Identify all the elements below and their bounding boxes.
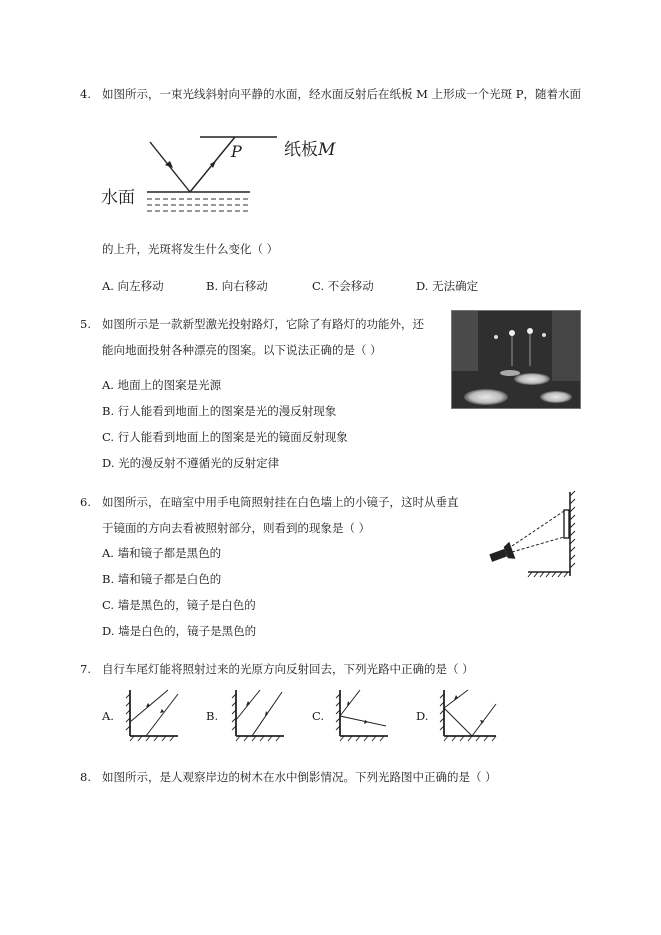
q7-number: 7. <box>80 662 91 676</box>
q7-option-c-label[interactable]: C. <box>312 709 325 723</box>
q4-option-c[interactable]: C. 不会移动 <box>312 279 374 293</box>
q5-option-b[interactable]: B. 行人能看到地面上的图案是光的漫反射现象 <box>102 404 337 418</box>
q7-option-b-diagram[interactable] <box>230 686 288 744</box>
q6-option-d[interactable]: D. 墙是白色的，镜子是黑色的 <box>102 624 257 638</box>
q6-number: 6. <box>80 495 91 509</box>
q8-number: 8. <box>80 770 91 784</box>
q7-option-b-label[interactable]: B. <box>206 709 219 723</box>
q6-option-a[interactable]: A. 墙和镜子都是黑色的 <box>102 546 222 560</box>
q5-option-c[interactable]: C. 行人能看到地面上的图案是光的镜面反射现象 <box>102 430 348 444</box>
q6-stem-line2: 于镜面的方向去看被照射部分，则看到的现象是（ ） <box>102 521 371 535</box>
q4-option-d[interactable]: D. 无法确定 <box>416 279 479 293</box>
q6-stem-line1: 如图所示，在暗室中用手电筒照射挂在白色墙上的小镜子，这时从垂直 <box>102 495 459 509</box>
q5-number: 5. <box>80 317 91 331</box>
q5-option-a[interactable]: A. 地面上的图案是光源 <box>102 378 222 392</box>
q5-stem-line1: 如图所示是一款新型激光投射路灯，它除了有路灯的功能外，还 <box>102 317 424 331</box>
q7-option-a-label[interactable]: A. <box>102 709 114 723</box>
q4-spot-label: P <box>231 142 242 161</box>
q4-stem-line2: 的上升，光斑将发生什么变化（ ） <box>102 242 279 256</box>
q4-option-a[interactable]: A. 向左移动 <box>102 279 164 293</box>
q4-number: 4. <box>80 87 91 101</box>
q4-stem-line1: 如图所示，一束光线斜射向平静的水面，经水面反射后在纸板 M 上形成一个光斑 P，随着水面 <box>102 87 581 101</box>
q6-option-c[interactable]: C. 墙是黑色的，镜子是白色的 <box>102 598 256 612</box>
q4-option-b[interactable]: B. 向右移动 <box>206 279 268 293</box>
q4-board-label: 纸板M <box>284 140 336 160</box>
q6-flashlight-mirror-figure <box>488 488 578 580</box>
q7-option-d-label[interactable]: D. <box>416 709 429 723</box>
q7-option-c-diagram[interactable] <box>334 686 392 744</box>
q7-option-a-diagram[interactable] <box>124 686 182 744</box>
q5-option-d[interactable]: D. 光的漫反射不遵循光的反射定律 <box>102 456 280 470</box>
q5-street-lamp-photo <box>451 310 581 409</box>
q8-stem-line1: 如图所示，是人观察岸边的树木在水中倒影情况。下列光路图中正确的是（ ） <box>102 770 497 784</box>
q4-water-label: 水面 <box>101 188 135 208</box>
q7-stem-line1: 自行车尾灯能将照射过来的光原方向反射回去，下列光路中正确的是（ ） <box>102 662 474 676</box>
q6-option-b[interactable]: B. 墙和镜子都是白色的 <box>102 572 222 586</box>
q7-option-d-diagram[interactable] <box>438 686 502 744</box>
q5-stem-line2: 能向地面投射各种漂亮的图案。以下说法正确的是（ ） <box>102 343 382 357</box>
